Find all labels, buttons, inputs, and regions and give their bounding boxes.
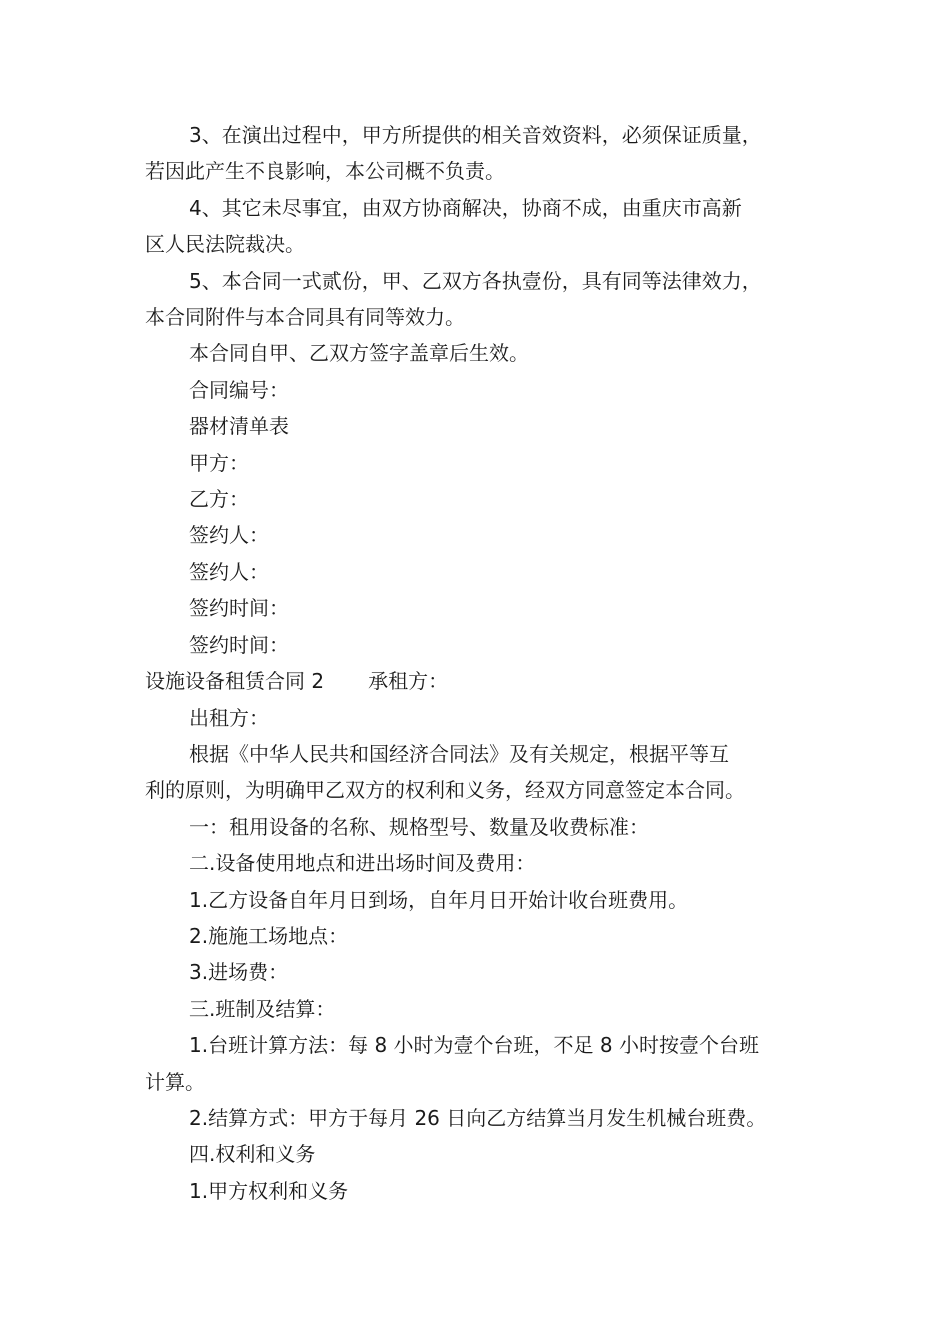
signatory-a-label: 签约人： xyxy=(189,523,269,548)
lessor-label: 出租方： xyxy=(189,705,269,730)
section-4-item-1: 1.甲方权利和义务 xyxy=(189,1178,349,1203)
equipment-list-label: 器材清单表 xyxy=(189,414,289,439)
clause-5-line-1: 5、本合同一式贰份，甲、乙双方各执壹份，具有同等法律效力， xyxy=(189,268,762,293)
contract-number-label: 合同编号： xyxy=(189,377,289,402)
signatory-b-label: 签约人： xyxy=(189,559,269,584)
section-1-heading: 一：租用设备的名称、规格型号、数量及收费标准： xyxy=(189,814,649,839)
sign-date-b-label: 签约时间： xyxy=(189,632,289,657)
party-b-label: 乙方： xyxy=(189,487,249,512)
lessee-label: 承租方： xyxy=(368,669,449,694)
preamble-line-2: 利的原则，为明确甲乙双方的权利和义务，经双方同意签定本合同。 xyxy=(145,778,745,803)
sign-date-a-label: 签约时间： xyxy=(189,596,289,621)
section-3-item-1-line-1: 1.台班计算方法：每 8 小时为壹个台班，不足 8 小时按壹个台班 xyxy=(189,1033,759,1058)
clause-5-line-2: 本合同附件与本合同具有同等效力。 xyxy=(145,305,465,330)
section-3-item-1-line-2: 计算。 xyxy=(145,1069,205,1094)
contract-2-title: 设施设备租赁合同 2 xyxy=(145,669,325,694)
clause-3-line-2: 若因此产生不良影响，本公司概不负责。 xyxy=(145,159,505,184)
document-body xyxy=(145,117,825,1209)
section-3-heading: 三.班制及结算： xyxy=(189,996,336,1021)
effective-clause: 本合同自甲、乙双方签字盖章后生效。 xyxy=(189,341,529,366)
clause-3-line-1: 3、在演出过程中，甲方所提供的相关音效资料，必须保证质量， xyxy=(189,123,762,147)
party-a-label: 甲方： xyxy=(189,450,249,475)
clause-4-line-1: 4、其它未尽事宜，由双方协商解决，协商不成，由重庆市高新 xyxy=(189,195,742,220)
section-2-item-3: 3.进场费： xyxy=(189,960,289,985)
preamble-line-1: 根据《中华人民共和国经济合同法》及有关规定，根据平等互 xyxy=(189,741,729,766)
contract-2-heading-line xyxy=(145,663,825,699)
section-3-item-2: 2.结算方式：甲方于每月 26 日向乙方结算当月发生机械台班费。 xyxy=(189,1105,767,1130)
section-2-item-2: 2.施施工场地点： xyxy=(189,923,349,948)
section-2-heading: 二.设备使用地点和进出场时间及费用： xyxy=(189,851,536,876)
section-4-heading: 四.权利和义务 xyxy=(189,1142,316,1167)
clause-4-line-2: 区人民法院裁决。 xyxy=(145,232,305,257)
section-2-item-1: 1.乙方设备自年月日到场，自年月日开始计收台班费用。 xyxy=(189,887,689,912)
